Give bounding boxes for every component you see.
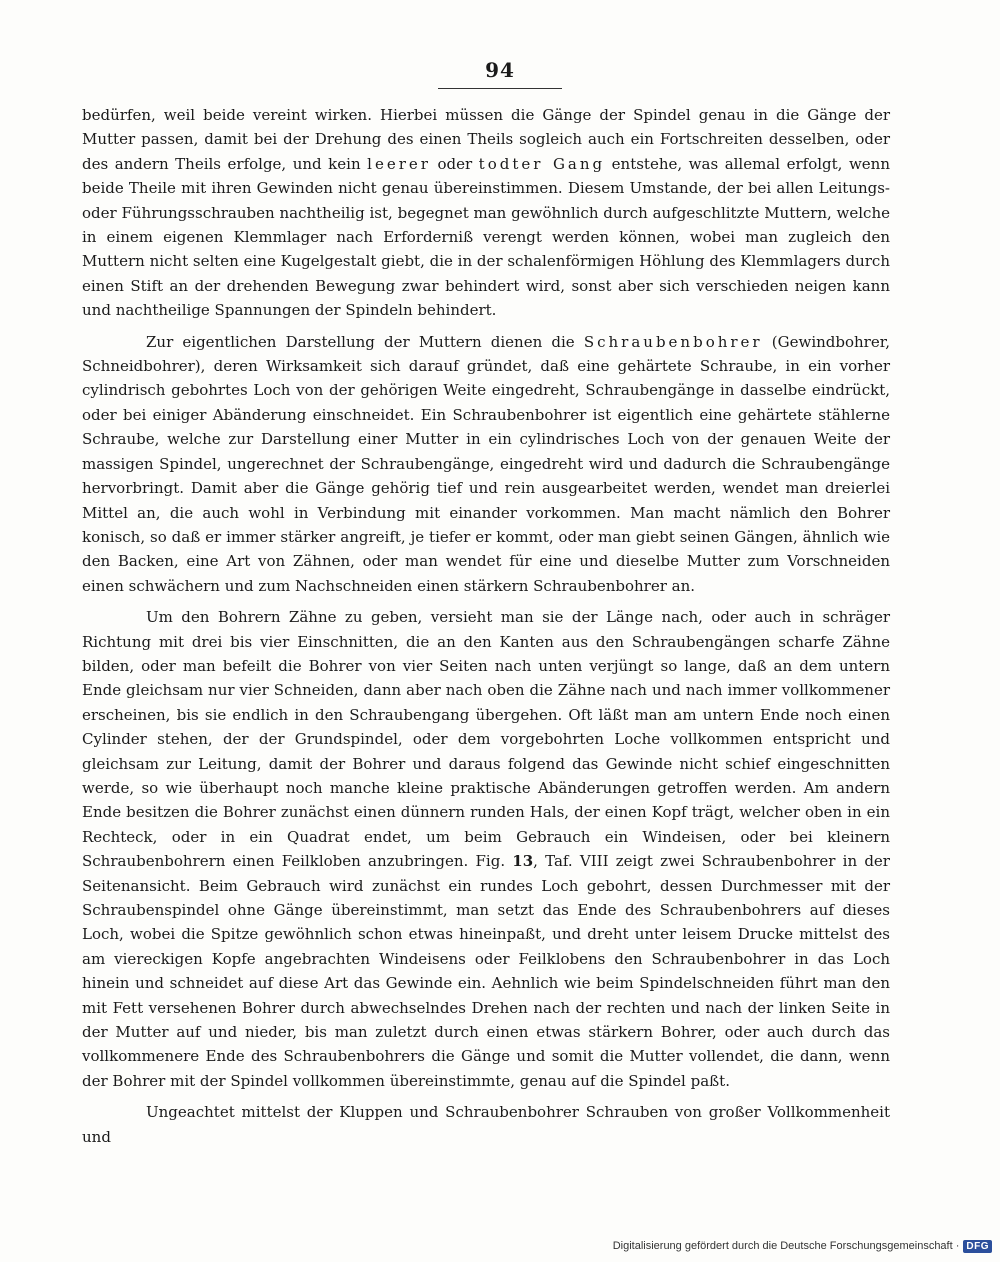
footer-text: Digitalisierung gefördert durch die Deutsche Forschungsgemeinschaft · bbox=[612, 1240, 960, 1252]
emphasized-text: leerer bbox=[367, 154, 431, 173]
dfg-logo-icon: DFG bbox=[963, 1240, 992, 1253]
page-number: 94 bbox=[485, 58, 515, 82]
text-run: , Taf. VIII zeigt zwei Schraubenbohrer in der Seitenansicht. Beim Gebrauch wird zunächst ein rundes Loch gebohrt, dessen Durchmesser mit der Schraubenspindel ohne Gänge übereinstimmt, man setzt das Ende des Schraubenbohrers auf dieses Loch, wobei die Spitze gewöhnlich schon etwas hineinpaßt, und dreht unter leisem Drucke mittelst des am viereckigen Kopfe angebrachten Windeisens oder Feilklobens den Schraubenbohrer in das Loch hinein und schneidet auf diese Art das Gewinde ein. Aehnlich wie beim Spindelschneiden führt man den mit Fett versehenen Bohrer durch abwechselndes Drehen nach der rechten und nach der linken Seite in der Mutter auf und nieder, bis man zuletzt durch einen etwas stärkern Bohrer, oder auch durch das vollkommenere Ende des Schraubenbohrers die Gänge und somit die Mutter vollendet, die dann, wenn der Bohrer mit der Spindel vollkommen übereinstimmte, genau auf die Spindel paßt. bbox=[82, 852, 890, 1090]
page-number-rule bbox=[438, 88, 562, 89]
text-run: Ungeachtet mittelst der Kluppen und Schraubenbohrer Schrauben von großer Vollkommenheit und bbox=[82, 1103, 890, 1146]
text-run: entstehe, was allemal erfolgt, wenn beide Theile mit ihren Gewinden nicht genau übereinstimmen. Diesem Umstande, der bei allen Leitungs- oder Führungsschrauben nachtheilig ist, begegnet man gewöhnlich durch aufgeschlitzte Muttern, welche in einem eigenen Klemmlager nach Erforderniß verengt werden können, wobei man zugleich den Muttern nicht selten eine Kugelgestalt giebt, die in der schalenförmigen Höhlung des Klemmlagers durch einen Stift an der drehenden Bewegung zwar behindert wird, sonst aber sich verschieden neigen kann und nachtheilige Spannungen der Spindeln behindert. bbox=[82, 154, 890, 320]
text-run: Zur eigentlichen Darstellung der Muttern dienen die bbox=[146, 332, 584, 351]
footer-credit bbox=[613, 1236, 992, 1256]
paragraph bbox=[82, 1100, 890, 1149]
text-run: (Gewindbohrer, Schneidbohrer), deren Wirksamkeit sich darauf gründet, daß eine gehärtete Schraube, in ein vorher cylindrisch gebohrtes Loch von der gehörigen Weite eingedreht, Schraubengänge in dasselbe eindrückt, oder bei einiger Abänderung einschneidet. Ein Schraubenbohrer ist eigentlich eine gehärtete stählerne Schraube, welche zur Darstellung einer Mutter in ein cylindrisches Loch von der genauen Weite der massigen Spindel, ungerechnet der Schraubengänge, eingedreht wird und dadurch die Schraubengänge hervorbringt. Damit aber die Gänge gehörig tief und rein ausgearbeitet werden, wendet man dreierlei Mittel an, die auch wohl in Verbindung mit einander vorkommen. Man macht nämlich den Bohrer konisch, so daß er immer stärker angreift, je tiefer er kommt, oder man giebt seinen Gängen, ähnlich wie den Backen, eine Art von Zähnen, oder man wendet für eine und dieselbe Mutter zum Vorschneiden einen schwächern und zum Nachschneiden einen stärkern Schraubenbohrer an. bbox=[82, 332, 891, 595]
body-text bbox=[82, 103, 890, 1149]
paragraph bbox=[82, 103, 890, 323]
text-run: oder bbox=[430, 154, 479, 173]
text-run: Um den Bohrern Zähne zu geben, versieht man sie der Länge nach, oder auch in schräger Richtung mit drei bis vier Einschnitten, die an den Kanten aus den Schraubengängen scharfe Zähne bilden, oder man befeilt die Bohrer von vier Seiten nach unten verjüngt so lange, daß an dem untern Ende gleichsam nur vier Schneiden, dann aber nach oben die Zähne nach und nach immer vollkommener erscheinen, bis sie endlich in den Schraubengang übergehen. Oft läßt man am untern Ende noch einen Cylinder stehen, der der Grundspindel, oder dem vorgebohrten Loche vollkommen entspricht und gleichsam zur Leitung, damit der Bohrer und daraus folgend das Gewinde nicht schief eingeschnitten werde, so wie überhaupt noch manche kleine praktische Abänderungen getroffen werden. Am andern Ende besitzen die Bohrer zunächst einen dünnern runden Hals, der einen Kopf trägt, welcher oben in ein Rechteck, oder in ein Quadrat endet, um beim Gebrauch ein Windeisen, oder bei kleinern Schraubenbohrern einen Feilkloben anzubringen. Fig. bbox=[82, 608, 890, 871]
emphasized-text: 13 bbox=[512, 852, 534, 871]
emphasized-text: todter Gang bbox=[478, 154, 606, 173]
paragraph bbox=[82, 330, 890, 598]
text-run: bedürfen, weil beide vereint wirken. Hierbei müssen die Gänge der Spindel genau in die Gänge der Mutter passen, damit bei der Drehung des einen Theils sogleich auch ein Fortschreiten desselben, oder des andern Theils erfolge, und kein bbox=[82, 106, 890, 173]
emphasized-text: Schraubenbohrer bbox=[583, 332, 763, 351]
paragraph bbox=[82, 605, 890, 1093]
